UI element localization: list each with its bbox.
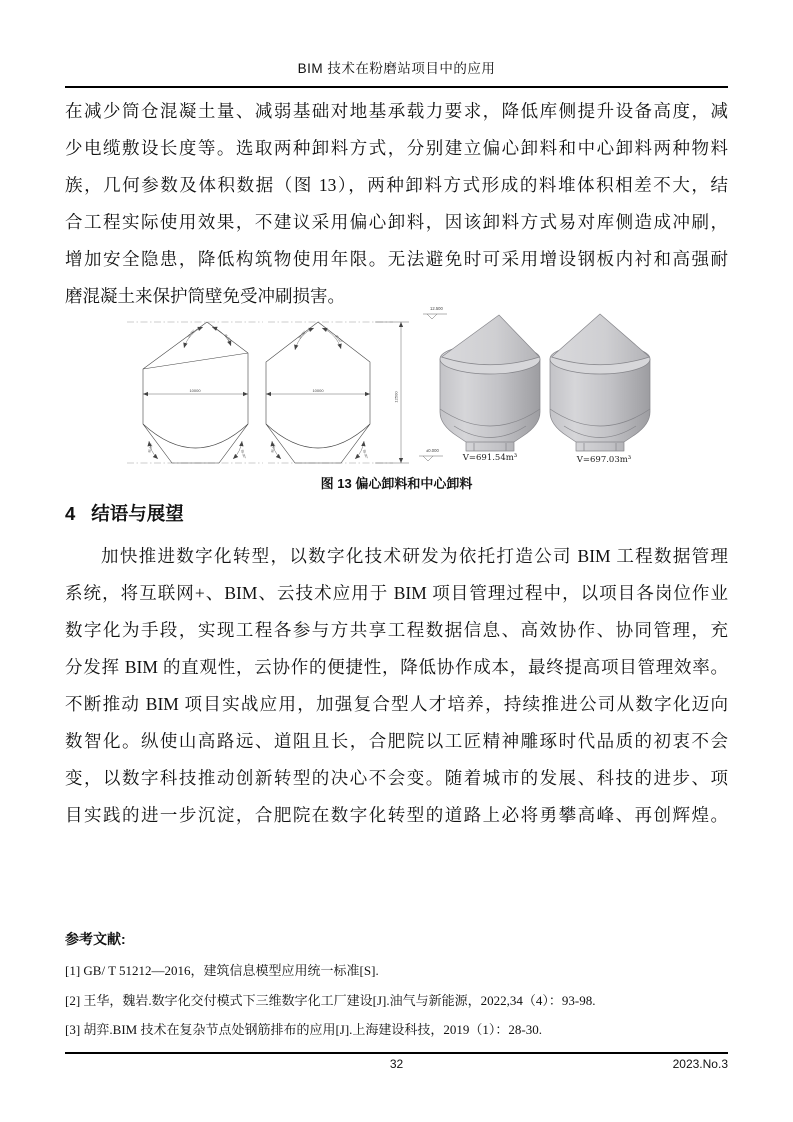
header-rule [65,86,728,88]
paragraph-line: 少电缆敷设长度等。选取两种卸料方式，分别建立偏心卸料和中心卸料两种物料 [65,138,728,158]
paragraph-line: 族，几何参数及体积数据（图 13），两种卸料方式形成的料堆体积相差不大，结 [65,175,728,195]
angle-label: 35.00° [240,449,247,460]
top-elevation-mark [423,314,447,319]
angle-label: 35.00° [186,328,196,339]
center-silo-3d-model [550,314,650,465]
paragraph-line: 分发挥 BIM 的直观性，云协作的便捷性，降低协作成本，最终提高项目管理效率。 [65,657,728,677]
angle-label: 35.00° [334,334,344,344]
references-section [65,929,728,1045]
figure-13 [125,302,690,480]
issue-label: 2023.No.3 [672,1057,728,1071]
width-dimension-label: 10000 [312,388,324,393]
silo-cone-roof [442,315,540,365]
width-dimension-label: 10000 [189,388,201,393]
hopper-arc [143,424,248,448]
eccentric-silo-3d-model [440,315,540,463]
top-elevation-label: 12.500 [430,306,443,311]
paragraph-line: 数智化。纵使山高路远、道阻且长，合肥院以工匠精神雕琢时代品质的初衷不会 [65,731,728,751]
height-dimension [375,306,447,463]
eccentric-discharge-2d-drawing [127,322,263,463]
paragraph-line: 系统，将互联网+、BIM、云技术应用于 BIM 项目管理过程中，以项目各岗位作业 [65,583,728,603]
center-discharge-2d-drawing [266,322,393,463]
footer-rule [65,1052,728,1054]
angle-label: 35.00° [223,333,233,343]
silo-drawings-figure [125,302,690,480]
figure-caption: 图 13 偏心卸料和中心卸料 [320,476,473,491]
reference-item: [3] 胡弈.BIM 技术在复杂节点处钢筋排布的应用[J].上海建设科技，2019（1）：28-30. [65,1022,543,1037]
section-number: 4 [65,503,76,524]
bottom-elevation-label: ±0.000 [426,448,439,453]
angle-label: 35.00° [147,443,154,454]
angle-label: 35.00° [270,443,277,454]
hopper-arc [266,424,370,448]
paragraph-line: 数字化为手段，实现工程各参与方共享工程数据信息、高效协作、协同管理，充 [65,620,728,640]
angle-label: 35.00° [297,329,307,340]
silo-cone-roof [552,314,650,365]
section-heading [65,500,728,526]
volume-label-eccentric: V=691.54m³ [462,453,518,463]
references-heading: 参考文献: [65,931,126,947]
volume-label-center: V=697.03m³ [576,455,632,465]
height-dimension-label: 12500 [393,391,399,403]
paragraph-line: 目实践的进一步沉淀，合肥院在数字化转型的道路上必将勇攀高峰、再创辉煌。 [65,805,728,825]
reference-item: [2] 王华，魏岩.数字化交付模式下三维数字化工厂建设[J].油气与新能源，2022,34（4）：93-98. [65,992,596,1008]
paragraph-line: 不断推动 BIM 项目实战应用，加强复合型人才培养，持续推进公司从数字化迈向 [65,694,728,714]
paragraph-1 [65,93,728,315]
paragraph-line: 增加安全隐患，降低构筑物使用年限。无法避免时可采用增设钢板内衬和高强耐 [65,249,728,269]
eccentric-slope-line [143,353,248,369]
bottom-elevation-mark [419,456,443,461]
paragraph-line: 变，以数字科技推动创新转型的决心不会变。随着城市的发展、科技的进步、项 [65,768,728,788]
paragraph-line: 磨混凝土来保护筒壁免受冲刷损害。 [65,286,345,306]
running-header-title: BIM 技术在粉磨站项目中的应用 [297,61,496,76]
angle-label: 35.00° [362,449,369,460]
reference-item: [1] GB/ T 51212—2016，建筑信息模型应用统一标准[S]. [65,963,379,978]
paragraph-line: 合工程实际使用效果，不建议采用偏心卸料，因该卸料方式易对库侧造成冲刷， [65,212,728,232]
page-number: 32 [389,1057,404,1071]
paragraph-line: 在减少筒仓混凝土量、减弱基础对地基承载力要求，降低库侧提升设备高度，减 [65,101,728,121]
section-title: 结语与展望 [91,503,184,524]
paragraph-line: 加快推进数字化转型，以数字化技术研发为依托打造公司 BIM 工程数据管理 [101,546,728,566]
paragraph-2 [65,538,728,834]
